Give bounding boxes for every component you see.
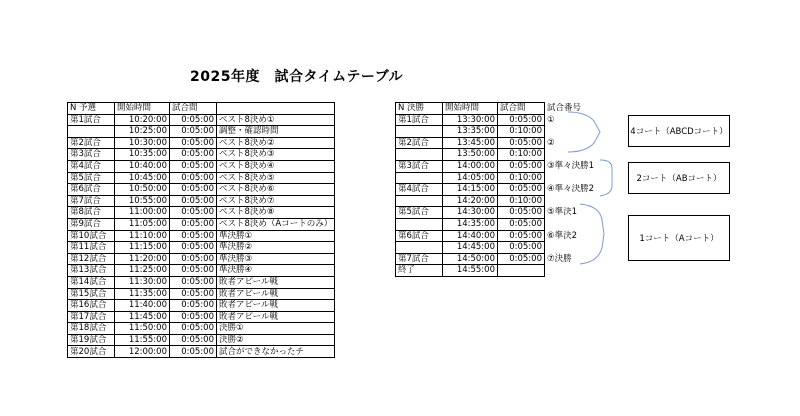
prelim-cell: 準決勝①	[217, 230, 335, 242]
finals-cell: 13:30:00	[443, 114, 498, 126]
finals-cell: 14:50:00	[443, 253, 498, 265]
finals-cell: 第6試合	[396, 230, 443, 242]
prelim-cell: 第16試合	[68, 300, 115, 312]
prelim-cell: 0:05:00	[170, 265, 217, 277]
finals-cell: 14:35:00	[443, 218, 498, 230]
finals-cell: ②	[545, 137, 597, 149]
prelim-cell: 0:05:00	[170, 230, 217, 242]
finals-cell: 13:50:00	[443, 149, 498, 161]
finals-cell: 第5試合	[396, 207, 443, 219]
finals-cell: 第1試合	[396, 114, 443, 126]
prelim-cell: 第15試合	[68, 288, 115, 300]
prelim-cell: ベスト8決め⑦	[217, 195, 335, 207]
finals-cell: 14:30:00	[443, 207, 498, 219]
prelim-cell: 0:05:00	[170, 172, 217, 184]
finals-cell: 14:45:00	[443, 242, 498, 254]
finals-cell: 0:05:00	[498, 184, 545, 196]
prelim-cell: 0:05:00	[170, 114, 217, 126]
prelim-cell: 0:05:00	[170, 149, 217, 161]
finals-header-cell: 試合間	[498, 103, 545, 115]
prelim-cell: 第7試合	[68, 195, 115, 207]
prelim-cell: 11:10:00	[115, 230, 170, 242]
prelim-cell: 11:50:00	[115, 323, 170, 335]
prelim-cell: 11:00:00	[115, 207, 170, 219]
finals-cell: 第4試合	[396, 184, 443, 196]
finals-cell: 14:20:00	[443, 195, 498, 207]
prelim-cell: 準決勝③	[217, 253, 335, 265]
finals-header-cell: 開始時間	[443, 103, 498, 115]
prelim-cell: 試合ができなかったチ	[217, 346, 335, 358]
prelim-cell: 敗者アピール戦	[217, 276, 335, 288]
prelim-cell: 第9試合	[68, 218, 115, 230]
prelim-cell: 11:25:00	[115, 265, 170, 277]
prelim-cell: 11:15:00	[115, 242, 170, 254]
finals-cell: 0:05:00	[498, 253, 545, 265]
prelim-cell: 敗者アピール戦	[217, 311, 335, 323]
finals-cell: 0:05:00	[498, 230, 545, 242]
finals-cell: 0:10:00	[498, 149, 545, 161]
prelim-cell: 0:05:00	[170, 311, 217, 323]
prelim-cell: 0:05:00	[170, 346, 217, 358]
prelim-cell: 敗者アピール戦	[217, 300, 335, 312]
court-box-2: 2コート（ABコート）	[628, 162, 730, 194]
prelim-cell: 11:55:00	[115, 334, 170, 346]
prelim-cell: 0:05:00	[170, 288, 217, 300]
prelim-cell: 第20試合	[68, 346, 115, 358]
finals-header-cell: 試合番号	[547, 103, 582, 114]
finals-cell: 14:55:00	[443, 265, 498, 277]
prelim-cell: 11:45:00	[115, 311, 170, 323]
court-box-1: 1コート（Aコート）	[628, 215, 730, 261]
prelim-cell: 10:30:00	[115, 137, 170, 149]
prelim-cell: 10:50:00	[115, 184, 170, 196]
prelim-cell: 第11試合	[68, 242, 115, 254]
prelim-cell: 10:45:00	[115, 172, 170, 184]
finals-cell: 0:10:00	[498, 195, 545, 207]
prelim-cell: ベスト8決め②	[217, 137, 335, 149]
finals-cell: 0:05:00	[498, 242, 545, 254]
prelim-cell: 11:30:00	[115, 276, 170, 288]
prelim-cell: 準決勝④	[217, 265, 335, 277]
prelim-cell: 調整・確認時間	[217, 126, 335, 138]
prelim-cell: 第3試合	[68, 149, 115, 161]
finals-cell: 0:10:00	[498, 126, 545, 138]
court-box-4: 4コート（ABCDコート）	[628, 115, 730, 147]
bracket-2court	[600, 160, 612, 196]
prelim-cell: 決勝②	[217, 334, 335, 346]
finals-cell: 0:05:00	[498, 137, 545, 149]
prelim-cell: 11:05:00	[115, 218, 170, 230]
prelim-cell: 0:05:00	[170, 242, 217, 254]
prelim-cell: 0:05:00	[170, 323, 217, 335]
prelim-cell: ベスト8決め⑧	[217, 207, 335, 219]
finals-cell: 0:05:00	[498, 160, 545, 172]
prelim-cell: 0:05:00	[170, 126, 217, 138]
finals-cell: 13:45:00	[443, 137, 498, 149]
prelim-header-cell: N 予選	[68, 103, 115, 115]
page-title: 2025年度 試合タイムテーブル	[190, 69, 404, 85]
prelim-cell: 0:05:00	[170, 218, 217, 230]
prelim-cell: 第12試合	[68, 253, 115, 265]
prelim-cell: 0:05:00	[170, 334, 217, 346]
prelim-cell: 11:20:00	[115, 253, 170, 265]
finals-cell: 0:05:00	[498, 207, 545, 219]
prelim-cell: ベスト8決め①	[217, 114, 335, 126]
finals-cell: 0:05:00	[498, 114, 545, 126]
finals-cell: ③準々決勝1	[545, 160, 597, 172]
prelim-cell: 0:05:00	[170, 300, 217, 312]
finals-cell: ⑤準決1	[545, 207, 597, 219]
prelim-cell: ベスト8決め③	[217, 149, 335, 161]
finals-cell: 14:05:00	[443, 172, 498, 184]
prelim-header-cell: 試合間	[170, 103, 217, 115]
bracket-1court	[580, 204, 604, 264]
finals-cell: ④準々決勝2	[545, 184, 597, 196]
finals-cell: 第7試合	[396, 253, 443, 265]
prelim-cell: ベスト8決め⑤	[217, 172, 335, 184]
bracket-4court	[568, 112, 600, 152]
finals-cell: 0:10:00	[498, 172, 545, 184]
prelim-cell: 第4試合	[68, 160, 115, 172]
prelim-cell: 第14試合	[68, 276, 115, 288]
finals-cell: 14:15:00	[443, 184, 498, 196]
prelim-cell: 第8試合	[68, 207, 115, 219]
prelim-cell: 10:20:00	[115, 114, 170, 126]
finals-cell: 13:35:00	[443, 126, 498, 138]
prelim-cell: 12:00:00	[115, 346, 170, 358]
prelim-cell: ベスト8決め（Aコートのみ）	[217, 218, 335, 230]
finals-cell: 第2試合	[396, 137, 443, 149]
prelim-cell: 第17試合	[68, 311, 115, 323]
prelim-cell: 第10試合	[68, 230, 115, 242]
prelim-cell: 第6試合	[68, 184, 115, 196]
prelim-cell: 第13試合	[68, 265, 115, 277]
prelim-cell: 第1試合	[68, 114, 115, 126]
finals-cell: ⑥準決2	[545, 230, 597, 242]
prelim-cell: 決勝①	[217, 323, 335, 335]
prelim-cell: 0:05:00	[170, 137, 217, 149]
finals-cell: 終了	[396, 265, 443, 277]
prelim-cell: 第18試合	[68, 323, 115, 335]
prelim-cell: 10:40:00	[115, 160, 170, 172]
prelim-cell: 0:05:00	[170, 276, 217, 288]
finals-header-cell: N 決勝	[396, 103, 443, 115]
prelim-header-cell: 開始時間	[115, 103, 170, 115]
prelim-cell: 10:25:00	[115, 126, 170, 138]
prelim-cell: 0:05:00	[170, 207, 217, 219]
finals-cell: ⑦決勝	[545, 253, 597, 265]
prelim-cell: 10:55:00	[115, 195, 170, 207]
prelim-cell: 11:40:00	[115, 300, 170, 312]
prelim-cell: 第19試合	[68, 334, 115, 346]
finals-cell: ①	[545, 114, 597, 126]
prelim-cell: 10:35:00	[115, 149, 170, 161]
prelim-cell: ベスト8決め⑥	[217, 184, 335, 196]
finals-cell: 14:00:00	[443, 160, 498, 172]
finals-cell: 14:40:00	[443, 230, 498, 242]
prelim-cell: 敗者アピール戦	[217, 288, 335, 300]
prelim-cell: 第5試合	[68, 172, 115, 184]
prelim-cell: ベスト8決め④	[217, 160, 335, 172]
finals-cell: 第3試合	[396, 160, 443, 172]
prelim-cell: 準決勝②	[217, 242, 335, 254]
prelim-cell: 第2試合	[68, 137, 115, 149]
prelim-cell: 0:05:00	[170, 160, 217, 172]
prelim-cell: 0:05:00	[170, 253, 217, 265]
prelim-cell: 0:05:00	[170, 195, 217, 207]
finals-cell: 0:05:00	[498, 218, 545, 230]
prelim-cell: 11:35:00	[115, 288, 170, 300]
prelim-cell: 0:05:00	[170, 184, 217, 196]
